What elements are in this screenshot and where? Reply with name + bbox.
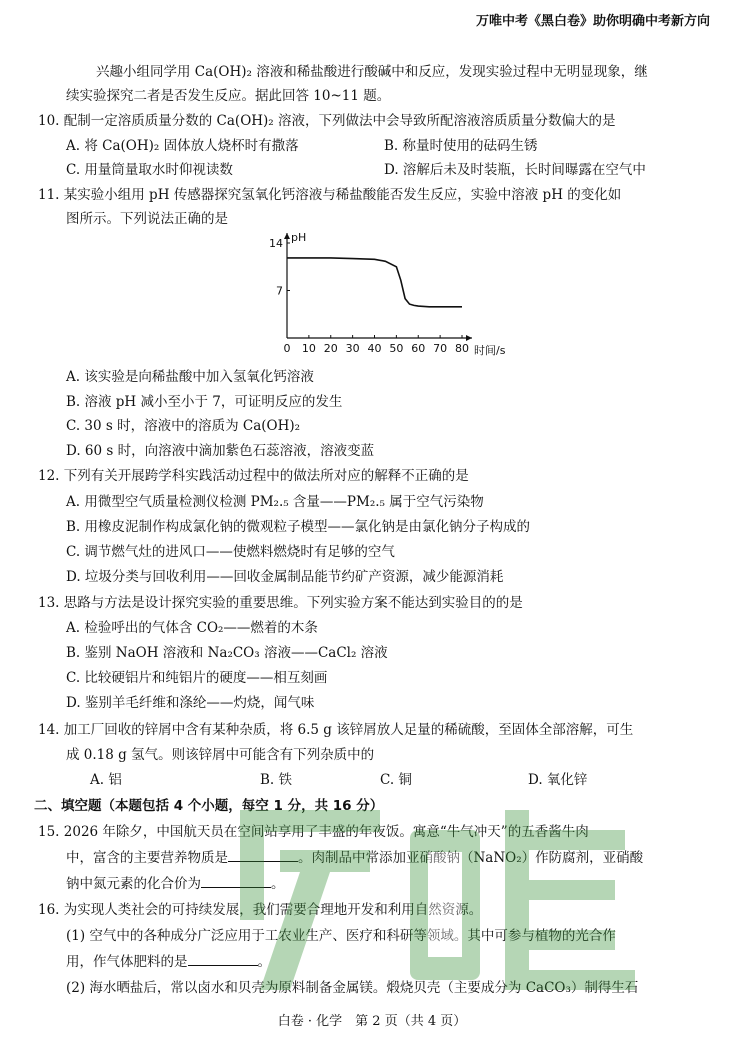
q16-line-2: (1) 空气中的各种成分广泛应用于工农业生产、医疗和科研等领域。其中可参与植物的光合作 <box>66 928 616 944</box>
y-tick-label: 14 <box>269 237 283 250</box>
q13-option-b: B. 鉴别 NaOH 溶液和 Na₂CO₃ 溶液——CaCl₂ 溶液 <box>66 645 388 661</box>
x-tick-label: 0 <box>283 342 291 355</box>
intro-line-2: 续实验探究二者是否发生反应。据此回答 10~11 题。 <box>66 88 391 104</box>
q13-option-d: D. 鉴别羊毛纤维和涤纶——灼烧，闻气味 <box>66 695 315 711</box>
q16-line-4: (2) 海水晒盐后，常以卤水和贝壳为原料制备金属镁。煅烧贝壳（主要成分为 CaCO₃）制得生石 <box>66 980 639 996</box>
q10-option-a: A. 将 Ca(OH)₂ 固体放人烧杯时有撒落 <box>66 138 299 154</box>
x-tick-label: 20 <box>323 342 338 355</box>
q15-line-3-b: 。 <box>271 876 285 892</box>
q11-stem-2: 图所示。下列说法正确的是 <box>66 211 228 227</box>
q10-option-b: B. 称量时使用的砝码生锈 <box>384 138 538 154</box>
q16-line-3-a: 用，作气体肥料的是 <box>66 954 188 970</box>
q14-stem-1: 14. 加工厂回收的锌屑中含有某种杂质，将 6.5 g 该锌屑放人足量的稀硫酸，至固体全部溶解，可生 <box>38 722 634 738</box>
q10-option-c: C. 用量筒量取水时仰视读数 <box>66 162 233 178</box>
q11-option-b: B. 溶液 pH 减小至小于 7，可证明反应的发生 <box>66 394 343 410</box>
y-axis-arrow <box>284 233 290 239</box>
page-header: 万唯中考《黑白卷》助你明确中考新方向 <box>475 14 710 29</box>
q12-option-b: B. 用橡皮泥制作构成氯化钠的微观粒子模型——氯化钠是由氯化钠分子构成的 <box>66 519 531 535</box>
q13-option-c: C. 比较硬铝片和纯铝片的硬度——相互刻画 <box>66 670 328 686</box>
y-axis-label: pH <box>291 231 307 244</box>
x-tick-label: 30 <box>345 342 360 355</box>
q16-line-3 <box>66 953 271 971</box>
answer-blank[interactable] <box>201 875 271 888</box>
x-axis-label: 时间/s <box>474 344 506 357</box>
q15-line-3-a: 钠中氮元素的化合价为 <box>66 876 201 892</box>
q15-line-3 <box>66 875 285 893</box>
q14-option-c: C. 铜 <box>380 772 412 788</box>
q10-option-d: D. 溶解后未及时装瓶，长时间曝露在空气中 <box>384 162 646 178</box>
x-tick-label: 40 <box>367 342 382 355</box>
q16-line-1: 16. 为实现人类社会的可持续发展，我们需要合理地开发和利用自然资源。 <box>38 902 483 918</box>
x-tick-label: 10 <box>301 342 316 355</box>
q14-option-b: B. 铁 <box>260 772 293 788</box>
q14-option-d: D. 氧化锌 <box>528 772 588 788</box>
x-tick-label: 50 <box>389 342 404 355</box>
q13-stem: 13. 思路与方法是设计探究实验的重要思维。下列实验方案不能达到实验目的的是 <box>38 595 523 611</box>
q12-option-c: C. 调节燃气灶的进风口——使燃料燃烧时有足够的空气 <box>66 544 395 560</box>
y-tick-label: 7 <box>276 284 283 298</box>
answer-blank[interactable] <box>228 849 298 862</box>
answer-blank[interactable] <box>188 953 258 966</box>
intro-line-1: 兴趣小组同学用 Ca(OH)₂ 溶液和稀盐酸进行酸碱中和反应，发现实验过程中无明显现象，继 <box>96 64 648 80</box>
x-tick-label: 60 <box>411 342 426 355</box>
q15-line-2 <box>66 849 643 867</box>
q15-line-1: 15. 2026 年除夕，中国航天员在空间站享用了丰盛的年夜饭。寓意“牛气冲天”的五香酱牛肉 <box>38 824 589 840</box>
q15-line-2-b: 。肉制品中常添加亚硝酸钠（NaNO₂）作防腐剂，亚硝酸 <box>298 850 644 866</box>
x-tick-label: 80 <box>455 342 469 355</box>
ph-chart <box>262 228 512 363</box>
q14-option-a: A. 铝 <box>90 772 122 788</box>
q11-option-c: C. 30 s 时，溶液中的溶质为 Ca(OH)₂ <box>66 418 301 434</box>
q14-stem-2: 成 0.18 g 氢气。则该锌屑中可能含有下列杂质中的 <box>66 747 375 763</box>
q12-option-d: D. 垃圾分类与回收利用——回收金属制品能节约矿产资源，减少能源消耗 <box>66 569 504 585</box>
q13-option-a: A. 检验呼出的气体含 CO₂——燃着的木条 <box>66 620 318 636</box>
x-tick-label: 70 <box>433 342 448 355</box>
q12-option-a: A. 用微型空气质量检测仪检测 PM₂.₅ 含量——PM₂.₅ 属于空气污染物 <box>66 494 484 510</box>
x-axis-arrow <box>466 335 472 341</box>
q10-stem: 10. 配制一定溶质质量分数的 Ca(OH)₂ 溶液，下列做法中会导致所配溶液溶质质量分数偏大的是 <box>38 113 616 129</box>
q15-line-2-a: 中，富含的主要营养物质是 <box>66 850 228 866</box>
q12-stem: 12. 下列有关开展跨学科实践活动过程中的做法所对应的解释不正确的是 <box>38 468 469 484</box>
q11-option-d: D. 60 s 时，向溶液中滴加紫色石蕊溶液，溶液变蓝 <box>66 443 375 459</box>
section-2-heading: 二、填空题（本题包括 4 个小题，每空 1 分，共 16 分） <box>34 798 384 814</box>
ph-curve <box>287 258 462 307</box>
q16-line-3-b: 。 <box>257 954 271 970</box>
q11-option-a: A. 该实验是向稀盐酸中加入氢氧化钙溶液 <box>66 369 314 385</box>
q11-stem-1: 11. 某实验小组用 pH 传感器探究氢氧化钙溶液与稀盐酸能否发生反应，实验中溶液 pH 的变化如 <box>38 187 622 203</box>
page-footer: 白卷 · 化学 第 2 页（共 4 页） <box>277 1014 467 1029</box>
